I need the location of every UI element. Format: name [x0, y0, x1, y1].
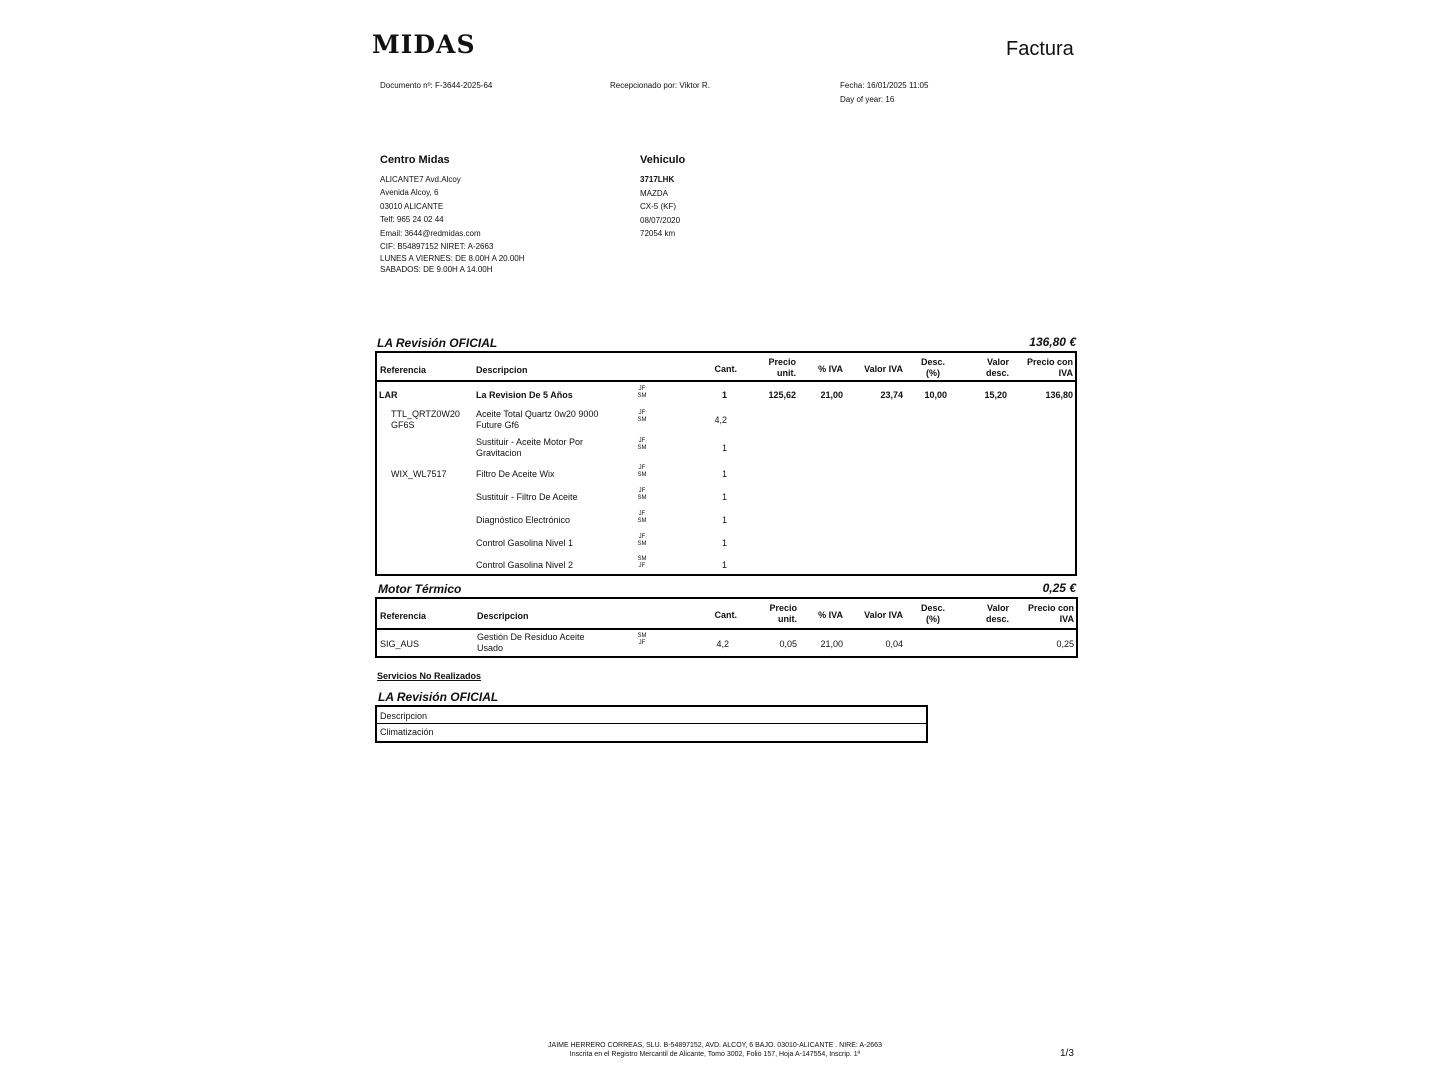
- desc-l1: Aceite Total Quartz 0w20 9000: [476, 409, 599, 419]
- centro-info: [380, 173, 525, 275]
- col-precio-iva: [1011, 357, 1073, 379]
- col-desc-pct: [911, 603, 955, 625]
- no-realizados-table: [375, 705, 928, 743]
- vehiculo-plate: 3717LHK: [640, 175, 675, 184]
- tec-1: JF: [638, 410, 646, 416]
- row-tecnicos: [633, 410, 651, 424]
- row-tecnicos: [633, 556, 651, 570]
- tec-1: JF: [638, 511, 646, 517]
- header-divider: [377, 628, 1076, 630]
- col-precio-iva: [1011, 603, 1074, 625]
- row-desc: Filtro De Aceite Wix: [476, 469, 555, 479]
- row-cant: 4,2: [714, 415, 727, 425]
- vehiculo-info: [640, 173, 680, 241]
- col-valor-desc-l1: Valor: [986, 357, 1009, 367]
- row-cant: 1: [721, 515, 727, 525]
- day-label: Day of year:: [840, 95, 884, 104]
- ref-l1: TTL_QRTZ0W20: [391, 409, 460, 419]
- row-tecnicos: [633, 534, 651, 548]
- col-precio-unit-l1: Precio: [769, 603, 797, 613]
- row-desc: Control Gasolina Nivel 1: [476, 538, 574, 548]
- col-desc-pct-l1: Desc.: [920, 357, 946, 367]
- col-valor-desc-l1: Valor: [986, 603, 1009, 613]
- row-cant: 1: [721, 469, 727, 479]
- section2-title: Motor Térmico: [378, 582, 462, 596]
- col-valor-iva: Valor IVA: [864, 364, 903, 374]
- col-descripcion: Descripcion: [477, 611, 529, 621]
- row-valor-iva: 23,74: [880, 390, 903, 400]
- tec-1: JF: [638, 438, 646, 444]
- fecha-value: 16/01/2025 11:05: [866, 81, 929, 90]
- ref-l2: GF6S: [391, 420, 415, 430]
- tec-2: SM: [637, 541, 647, 547]
- document-type: Factura: [1006, 38, 1074, 60]
- desc-l1: Gestión De Residuo Aceite: [477, 632, 585, 642]
- row-cant: 1: [721, 492, 727, 502]
- vehiculo-line: CX-5 (KF): [640, 202, 676, 212]
- col-precio-unit: [747, 357, 796, 379]
- row-ref: [391, 409, 460, 431]
- recepcionado: [610, 81, 710, 91]
- row-tecnicos: [633, 438, 651, 452]
- col-precio-iva-l2: IVA: [1059, 614, 1074, 624]
- col-iva-pct: % IVA: [818, 610, 843, 620]
- centro-line: LUNES A VIERNES: DE 8.00H A 20.00H: [380, 254, 525, 264]
- row-tecnicos: [633, 488, 651, 502]
- no-realizados-heading: Servicios No Realizados: [377, 671, 482, 681]
- row-cant: 4,2: [716, 639, 729, 649]
- row-tecnicos: [633, 386, 651, 400]
- no-realizados-item: Climatización: [380, 727, 434, 737]
- tec-1: SM: [637, 556, 647, 562]
- col-desc-pct-l2: (%): [926, 368, 940, 378]
- centro-line: Telf: 965 24 02 44: [380, 215, 444, 225]
- day-of-year: [840, 95, 894, 105]
- tec-2: JF: [638, 640, 646, 646]
- row-tecnicos: [633, 511, 651, 525]
- section2-table: [375, 597, 1078, 658]
- tec-2: SM: [637, 472, 647, 478]
- documento-value: F-3644-2025-64: [434, 81, 493, 90]
- col-cant: Cant.: [714, 364, 737, 374]
- row-cant: 1: [721, 538, 727, 548]
- col-referencia: Referencia: [380, 611, 427, 621]
- centro-line: ALICANTE7 Avd.Alcoy: [380, 175, 461, 184]
- vehiculo-line: 08/07/2020: [640, 215, 681, 225]
- col-desc-pct: [911, 357, 955, 379]
- col-valor-iva: Valor IVA: [864, 610, 903, 620]
- documento-number: [380, 81, 492, 91]
- header-divider: [377, 380, 1075, 382]
- row-desc: [476, 437, 583, 459]
- row-iva: 21,00: [820, 390, 843, 400]
- desc-l1: Sustituir - Aceite Motor Por: [476, 437, 584, 447]
- desc-l2: Gravitacion: [476, 448, 522, 458]
- section1-table: [375, 351, 1077, 576]
- col-iva-pct: % IVA: [818, 364, 843, 374]
- col-valor-desc-l2: desc.: [985, 368, 1009, 378]
- row-ref: SIG_AUS: [380, 639, 420, 649]
- row-ref: WIX_WL7517: [391, 469, 447, 479]
- tec-2: SM: [637, 393, 647, 399]
- centro-title: Centro Midas: [380, 154, 450, 166]
- tec-1: JF: [638, 534, 646, 540]
- row-desc: La Revision De 5 Años: [476, 390, 573, 400]
- nr-divider: [377, 723, 926, 724]
- row-total: 136,80: [1045, 390, 1073, 400]
- tec-1: SM: [637, 633, 647, 639]
- col-desc-pct-l2: (%): [926, 614, 940, 624]
- col-precio-iva-l2: IVA: [1058, 368, 1073, 378]
- row-cant: 1: [721, 560, 727, 570]
- day-value: 16: [885, 95, 895, 104]
- centro-line: 03010 ALICANTE: [380, 201, 444, 211]
- row-desc-pct: 10,00: [924, 390, 947, 400]
- row-precio: 125,62: [768, 390, 796, 400]
- centro-line: Email: 3644@redmidas.com: [380, 228, 481, 238]
- row-tecnicos: [633, 633, 651, 647]
- col-precio-iva-l1: Precio con: [1027, 603, 1074, 613]
- centro-line: SABADOS: DE 9.00H A 14.00H: [380, 265, 493, 275]
- row-ref: LAR: [379, 390, 398, 400]
- footer-company: JAIME HERRERO CORREAS, SLU. B-54897152, AVD. ALCOY, 6 BAJO. 03010-ALICANTE . NIRE: A-2663: [548, 1042, 882, 1049]
- fecha: [840, 81, 928, 91]
- col-precio-unit-l1: Precio: [768, 357, 796, 367]
- desc-l2: Future Gf6: [476, 420, 520, 430]
- section1-title: LA Revisión OFICIAL: [377, 336, 498, 350]
- vehiculo-line: 72054 km: [640, 229, 676, 239]
- fecha-label: Fecha:: [840, 81, 865, 90]
- centro-line: CIF: B54897152 NIRET: A-2663: [380, 242, 494, 252]
- tec-1: JF: [638, 488, 646, 494]
- recepcionado-value: Viktor R.: [679, 81, 710, 90]
- tec-2: SM: [637, 518, 647, 524]
- page-number: 1/3: [1060, 1048, 1074, 1059]
- no-realizados-subtitle: LA Revisión OFICIAL: [378, 690, 499, 704]
- col-precio-unit: [747, 603, 797, 625]
- vehiculo-title: Vehiculo: [640, 154, 686, 166]
- row-valor-desc: 15,20: [984, 390, 1007, 400]
- col-precio-unit-l2: unit.: [778, 614, 797, 624]
- row-iva: 21,00: [820, 639, 843, 649]
- midas-logo: MIDAS: [372, 30, 476, 59]
- row-cant: 1: [721, 390, 727, 400]
- row-desc: Diagnóstico Electrónico: [476, 515, 571, 525]
- recepcionado-label: Recepcionado por:: [610, 81, 678, 90]
- tec-1: JF: [638, 386, 646, 392]
- col-referencia: Referencia: [380, 365, 427, 375]
- row-cant: 1: [721, 443, 727, 453]
- col-precio-unit-l2: unit.: [777, 368, 796, 378]
- row-desc: [477, 632, 585, 654]
- row-precio: 0,05: [779, 639, 797, 649]
- tec-2: SM: [637, 495, 647, 501]
- col-valor-desc-l2: desc.: [985, 614, 1009, 624]
- tec-2: SM: [637, 417, 647, 423]
- row-total: 0,25: [1056, 639, 1074, 649]
- section2-total: 0,25 €: [1042, 581, 1076, 595]
- desc-l2: Usado: [477, 643, 504, 653]
- tec-2: SM: [637, 445, 647, 451]
- tec-1: JF: [638, 465, 646, 471]
- col-valor-desc: [957, 357, 1009, 379]
- col-precio-iva-l1: Precio con: [1026, 357, 1073, 367]
- row-desc: [476, 409, 598, 431]
- row-tecnicos: [633, 465, 651, 479]
- tec-2: JF: [638, 563, 646, 569]
- row-desc: Control Gasolina Nivel 2: [476, 560, 574, 570]
- vehiculo-line: MAZDA: [640, 188, 668, 198]
- col-desc-pct-l1: Desc.: [920, 603, 946, 613]
- footer-registry: Inscrita en el Registro Mercantil de Alicante, Tomo 3002, Folio 157, Hoja A-147554, Inscrip. 1ª: [569, 1051, 861, 1058]
- no-realizados-col: Descripcion: [380, 711, 428, 721]
- row-desc: Sustituir - Filtro De Aceite: [476, 492, 578, 502]
- col-descripcion: Descripcion: [476, 365, 528, 375]
- col-valor-desc: [957, 603, 1009, 625]
- col-cant: Cant.: [714, 610, 737, 620]
- documento-label: Documento nº:: [380, 81, 433, 90]
- row-valor-iva: 0,04: [885, 639, 903, 649]
- section1-total: 136,80 €: [1029, 335, 1076, 349]
- centro-line: Avenida Alcoy, 6: [380, 188, 439, 198]
